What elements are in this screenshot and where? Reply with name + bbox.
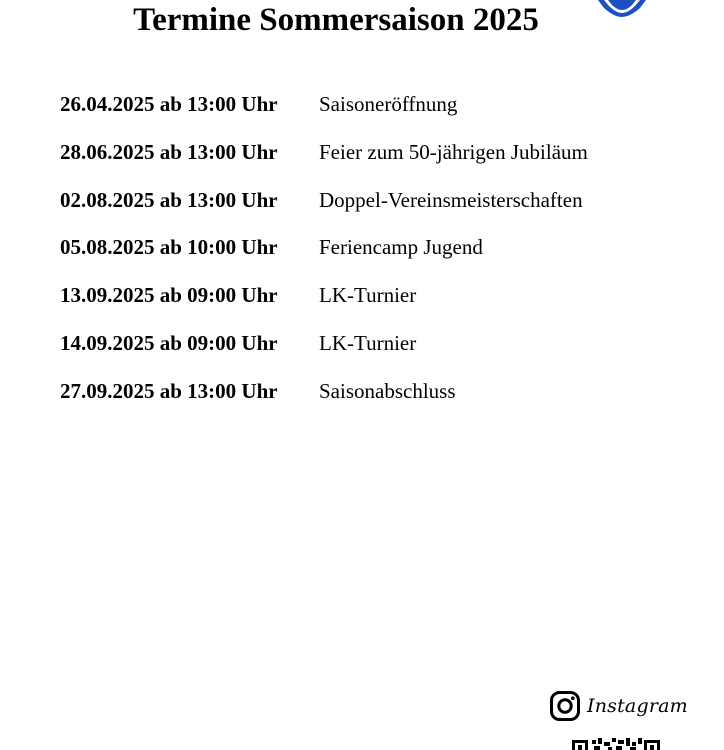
event-row [60,88,588,136]
event-row [60,375,588,423]
event-name: Saisoneröffnung [319,92,458,116]
event-name: Doppel-Vereinsmeisterschaften [319,187,583,212]
event-row [60,327,588,375]
event-name: LK-Turnier [319,283,417,308]
event-name: LK-Turnier [319,330,417,355]
event-row [60,279,588,327]
event-date: 05.08.2025 ab 10:00 Uhr [60,235,278,260]
qr-code-icon[interactable] [572,738,660,750]
event-date: 02.08.2025 ab 13:00 Uhr [60,187,278,212]
instagram-icon [549,690,581,722]
event-date: 27.09.2025 ab 13:00 Uhr [60,378,278,403]
instagram-link[interactable] [549,688,688,724]
instagram-label: Instagram [587,695,688,717]
event-date: 26.04.2025 ab 13:00 Uhr [60,92,278,116]
event-list [60,88,588,423]
club-crest-shield-icon [594,0,650,18]
event-row [60,184,588,232]
event-row [60,136,588,184]
page-title: Termine Sommersaison 2025 [133,2,539,38]
event-name: Feriencamp Jugend [319,235,483,260]
event-name: Feier zum 50-jährigen Jubiläum [319,139,588,164]
event-name: Saisonabschluss [319,378,456,403]
event-row [60,231,588,279]
event-date: 13.09.2025 ab 09:00 Uhr [60,283,278,308]
event-date: 14.09.2025 ab 09:00 Uhr [60,330,278,355]
event-date: 28.06.2025 ab 13:00 Uhr [60,139,278,164]
